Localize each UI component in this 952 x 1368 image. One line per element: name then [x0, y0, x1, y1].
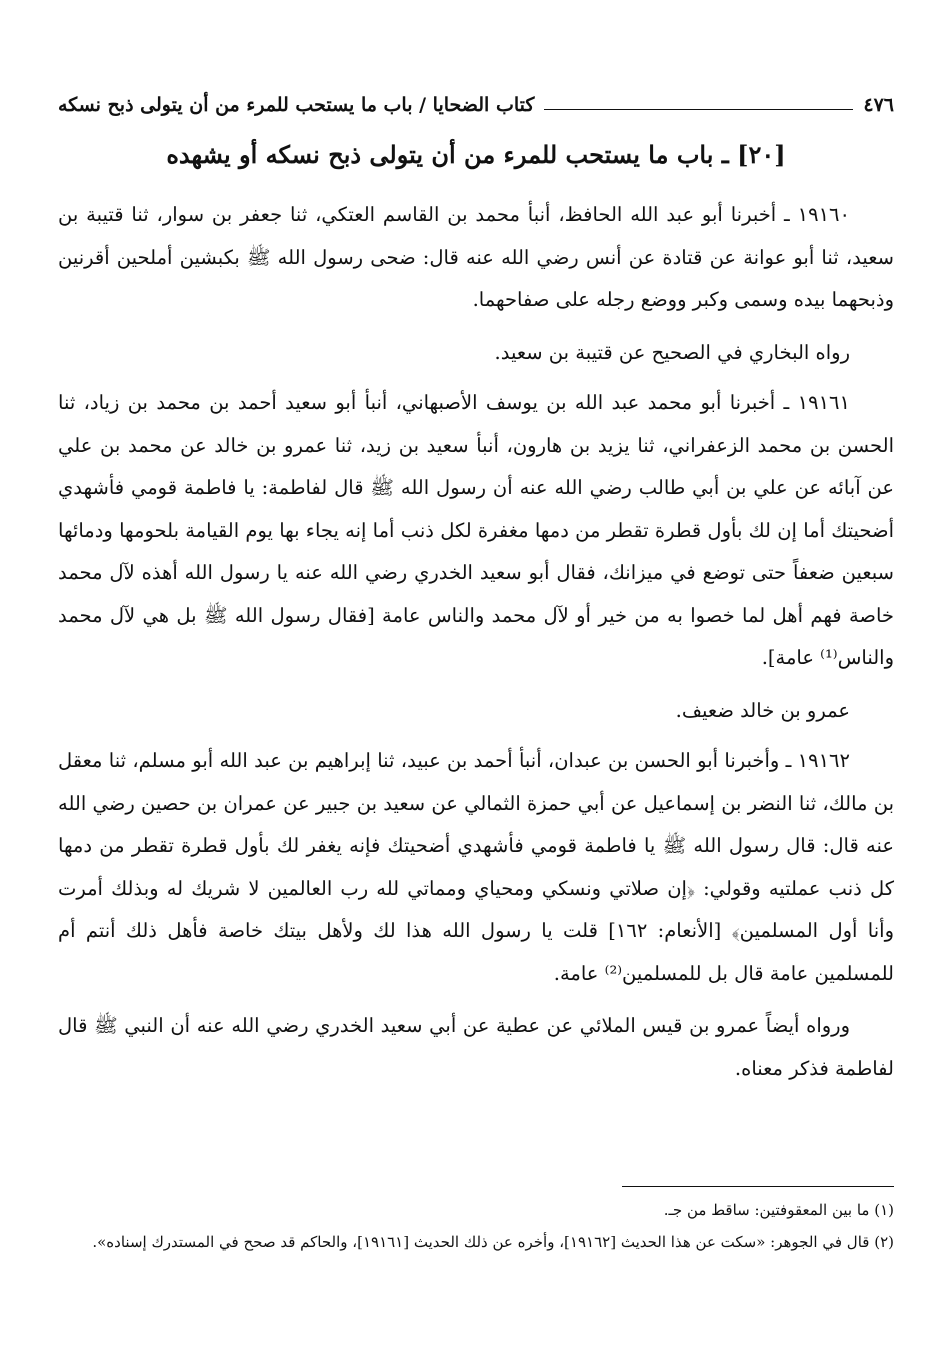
document-page	[58, 0, 894, 1368]
narration-note-2: ورواه أيضاً عمرو بن قيس الملائي عن عطية عن أبي سعيد الخدري رضي الله عنه أن النبي ﷺ قال لفاطمة فذكر معناه.	[58, 1014, 894, 1080]
main-text	[58, 194, 894, 1100]
running-title: كتاب الضحايا / باب ما يستحب للمرء من أن يتولى ذبح نسكه	[58, 94, 535, 116]
footnote-separator	[622, 1186, 894, 1187]
hadith-19161: ١٩١٦١ ـ أخبرنا أبو محمد عبد الله بن يوسف الأصبهاني، أنبأ أبو سعيد أحمد بن محمد بن زياد، ثنا الحسن بن محمد الزعفراني، ثنا يزيد بن هارون، أنبأ سعيد بن زيد، ثنا عمرو بن خالد عن محمد بن علي عن آبائه عن علي بن أبي طالب رضي الله عنه أن رسول الله ﷺ قال لفاطمة: يا فاطمة قومي فأشهدي أضحيتك أما إن لك بأول قطرة تقطر من دمها مغفرة لكل ذنب أما إنه يجاء بها يوم القيامة بلحومها ودمائها سبعين ضعفاً حتى توضع في ميزانك، فقال أبو سعيد الخدري رضي الله عنه يا رسول الله أهذه لآل محمد خاصة فهم أهل لما خصوا به من خير أو لآل محمد والناس عامة [فقال رسول الله ﷺ بل هي لآل محمد والناس⁽¹⁾ عامة].	[58, 391, 894, 669]
footnote-1: (١) ما بين المعقوفتين: ساقط من جـ.	[663, 1201, 894, 1219]
page-number: ٤٧٦	[863, 94, 894, 116]
footnotes	[58, 1196, 894, 1260]
footnote-2: (٢) قال في الجوهر: «سكت عن هذا الحديث [١٩١٦٢]، وأخره عن ذلك الحديث [١٩١٦١]، والحاكم قد صحح في المستدرك إسناده».	[92, 1233, 894, 1251]
running-header	[58, 88, 894, 116]
hadith-19160: ١٩١٦٠ ـ أخبرنا أبو عبد الله الحافظ، أنبأ محمد بن القاسم العتكي، ثنا جعفر بن سوار، ثنا قتيبة بن سعيد، ثنا أبو عوانة عن قتادة عن أنس رضي الله عنه قال: ضحى رسول الله ﷺ بكبشين أملحين أقرنين وذبحهما بيده وسمى وكبر ووضع رجله على صفاحهما.	[58, 203, 894, 311]
header-rule	[544, 109, 853, 110]
hadith-19162: ١٩١٦٢ ـ وأخبرنا أبو الحسن بن عبدان، أنبأ أحمد بن عبيد، ثنا إبراهيم بن عبد الله أبو مسلم، ثنا معقل بن مالك، ثنا النضر بن إسماعيل عن أبي حمزة الثمالي عن سعيد بن جبير عن عمران بن حصين رضي الله عنه قال: قال رسول الله ﷺ يا فاطمة قومي فأشهدي أضحيتك فإنه يغفر لك بأول قطرة تقطر من دمها كل ذنب عملتيه وقولي: ﴿إن صلاتي ونسكي ومحياي ومماتي لله رب العالمين لا شريك له وبذلك أمرت وأنا أول المسلمين﴾ [الأنعام: ١٦٢] قلت يا رسول الله هذا لك ولأهل بيتك خاصة فأهل ذلك أنتم أم للمسلمين عامة قال بل للمسلمين⁽²⁾ عامة.	[58, 749, 895, 985]
narration-note: رواه البخاري في الصحيح عن قتيبة بن سعيد.	[494, 340, 850, 364]
grading-note: عمرو بن خالد ضعيف.	[675, 698, 850, 722]
chapter-title: [٢٠] ـ باب ما يستحب للمرء من أن يتولى ذبح نسكه أو يشهده	[166, 140, 786, 169]
